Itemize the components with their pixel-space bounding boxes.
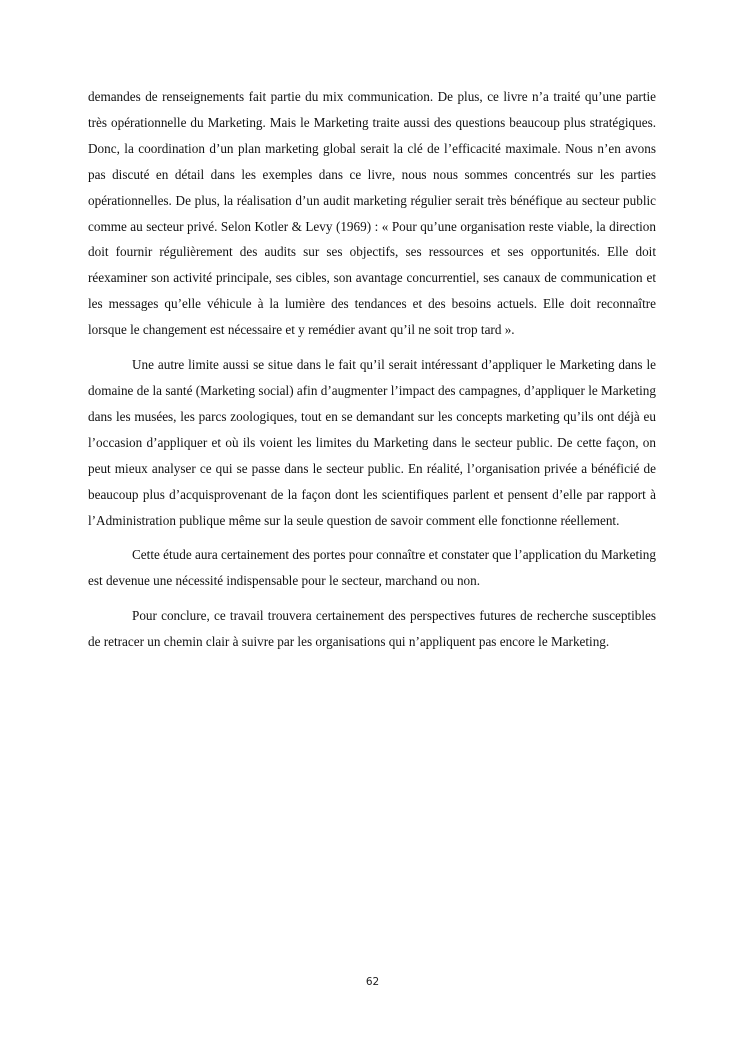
paragraph-limitations: Une autre limite aussi se situe dans le fait qu’il serait intéressant d’appliquer le Marketing dans le domaine de la santé (Marketing social) afin d’augmenter l’impact des campagnes, d’appliquer le Marketing dans les musées, les parcs zoologiques, tout en se demandant sur les concepts marketing qu’ils ont déjà eu l’occasion d’appliquer et où ils voient les limites du Marketing dans le secteur public. De cette façon, on peut mieux analyser ce qui se passe dans le secteur public. En réalité, l’organisation privée a bénéficié de beaucoup plus d’acquisprovenant de la façon dont les scientifiques parlent et pensent d’elle par rapport à l’Administration publique même sur la seule question de savoir comment elle fonctionne réellement. (88, 357, 656, 528)
page-number: 62 (365, 976, 380, 988)
paragraph-conclusion: Pour conclure, ce travail trouvera certainement des perspectives futures de recherche susceptibles de retracer un chemin clair à suivre par les organisations qui n’appliquent pas encore le Marketing. (88, 608, 656, 650)
paragraph-study-contribution: Cette étude aura certainement des portes pour connaître et constater que l’application du Marketing est devenue une nécessité indispensable pour le secteur, marchand ou non. (88, 547, 656, 589)
paragraph-continuation: demandes de renseignements fait partie du mix communication. De plus, ce livre n’a traité qu’une partie très opérationnelle du Marketing. Mais le Marketing traite aussi des questions beaucoup plus stratégiques. Donc, la coordination d’un plan marketing global serait la clé de l’efficacité maximale. Nous n’en avons pas discuté en détail dans les exemples dans ce livre, nous nous sommes concentrés sur les parties opérationnelles. De plus, la réalisation d’un audit marketing régulier serait très bénéfique au secteur public comme au secteur privé. Selon Kotler & Levy (1969) : « Pour qu’une organisation reste viable, la direction doit fournir régulièrement des audits sur ses objectifs, ses ressources et ses opportunités. Elle doit réexaminer son activité principale, ses cibles, son avantage concurrentiel, ses canaux de communication et les messages qu’elle véhicule à la lumière des tendances et des besoins actuels. Elle doit reconnaître lorsque le changement est nécessaire et y remédier avant qu’il ne soit trop tard ». (88, 89, 656, 338)
document-body (88, 84, 656, 664)
